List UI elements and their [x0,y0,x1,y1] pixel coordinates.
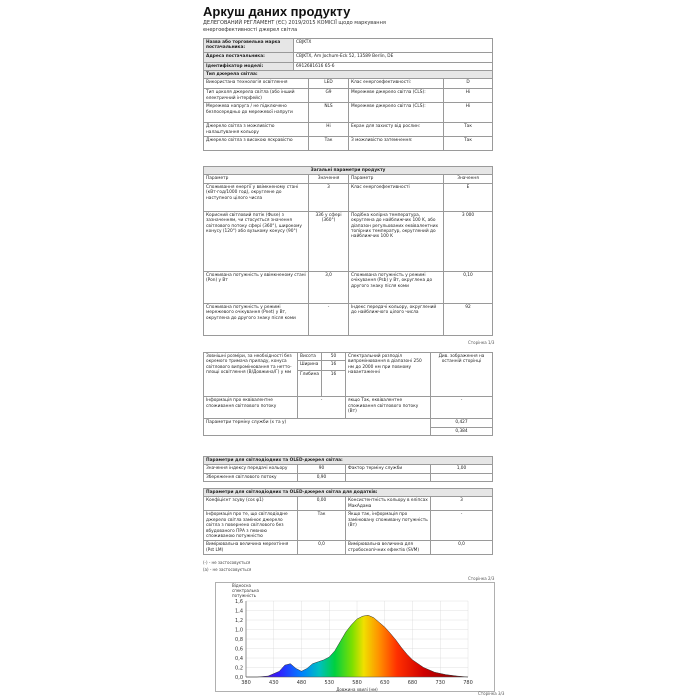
cell: Джерело світла з можливістю налаштування кольору [204,123,309,137]
cell: 3,0 [309,271,349,303]
cell: Тип цоколя джерела світла (або інший електричний інтерфейс) [204,89,309,103]
led-params-table [203,456,493,482]
regulation-text: ДЕЛЕГОВАНИЙ РЕГЛАМЕНТ (ЄС) 2019/2015 КОМІСІЇ щодо маркування енергоефективності джерел світла [203,20,386,33]
cell: Споживана потужність у ввімкненому стані (Pon) у Вт [204,271,309,303]
column-header: Параметр [204,175,309,183]
address-label: Адреса постачальника: [204,52,294,62]
table-row [204,419,493,427]
cell: Індекс передачі кольору, округлений до найближчого цілого числа [349,303,444,335]
cell: 16 [322,361,346,371]
table-row [204,211,493,271]
spectrum-area [246,615,468,677]
page-title: Аркуш даних продукту [203,4,351,19]
cell: Так [444,123,493,137]
cell: Мережева напруга / не підключено безпосередньо до мережевої напруги [204,103,309,123]
x-tick-label: 630 [379,680,390,686]
cell: Інформація про еквівалентне споживання світлового потоку [204,397,298,419]
cell: Корисний світловий потік (Φuse) з зазначенням, чи стосується значення світлового потоку сфері (360°), широкому конусу (120°) або вузькому конусу (90°) [204,211,309,271]
cell: Клас енергоефективності: [349,79,444,89]
table-row [204,52,493,62]
cell: Зовнішні розміри, за необхідності без окремого тримача приладу, конуса світлового випромінювання та нетто-площі освітлення (В/Довжина/Г) у мм [204,353,298,397]
x-tick-label: 680 [407,680,418,686]
light-type-table [203,70,493,151]
y-axis-label: потужність [232,593,256,598]
column-header: Значення [309,175,349,183]
cell: 1,00 [431,465,493,473]
model-value: 6912681616 65-6 [294,62,493,72]
supplier-table [203,38,493,73]
cell [431,473,493,481]
cell: Фактор терміну служби [346,465,431,473]
cell: Параметри терміну служби (x та y) [204,419,431,436]
x-tick-label: 380 [241,680,251,686]
cell: Глибина [298,371,322,397]
x-tick-label: 530 [324,680,335,686]
cell: 0,00 [298,497,346,511]
cell [346,473,431,481]
table-row [204,39,493,53]
supplier-label: Назва або торговельна марка постачальника: [204,39,294,53]
cell: 50 [322,353,346,361]
table-row [204,353,493,361]
address-value: CBJKTX, Am Jochum-Eck 52, 13589 Berlin, DE [294,52,493,62]
cell: Висота [298,353,322,361]
cell: Клас енергоефективності [349,183,444,211]
cell: 0,0 [298,541,346,555]
y-tick-label: 0,8 [235,636,243,643]
x-tick-label: 430 [268,680,279,686]
y-tick-label: 0,0 [235,674,243,681]
x-tick-label: 730 [435,680,446,686]
cell: Консистентність кольору в еліпсах МакАдама [346,497,431,511]
model-label: Ідентифікатор моделі: [204,62,294,72]
mains-params-header: Параметри для світлодіодних та OLED-джерел світла для додатків: [204,489,493,497]
cell: NLS [309,103,349,123]
cell: Спектральний розподіл випромінювання в діапазоні 250 нм до 2000 нм при повному навантаженні [346,353,431,397]
cell: Подібна колірна температура, округлена до найближчих 100 K, або діапазон регульованих еквівалентних топірних температур, округлений до найближчих 100 K [349,211,444,271]
cell: - [431,511,493,541]
cell: 90 [298,465,346,473]
x-tick-label: 480 [296,680,307,686]
cell: Мережеве джерело світла (CLS): [349,89,444,103]
table-row [204,497,493,511]
page-number: Сторінка 2/3 [468,576,495,581]
table-row [204,137,493,151]
y-tick-label: 1,6 [235,598,243,605]
table-row [204,511,493,541]
x-tick-label: 580 [352,680,362,686]
cell: Споживана потужність у режимі очікування (Psb) у Вт, округлена до другого знаку після коми [349,271,444,303]
x-axis-label: Довжина хвилі (нм) [336,687,378,692]
cell: Джерело світла з високою яскравістю [204,137,309,151]
cell: 0,427 [431,419,493,427]
table-row [204,465,493,473]
y-tick-label: 0,6 [235,646,243,653]
cell: - [309,303,349,335]
cell: Вимірювальна величина для стробоскопічних ефектів (SVM) [346,541,431,555]
general-params-header: Загальні параметри продукту [204,167,493,175]
led-params-header: Параметри для світлодіодних та OLED-джерел світла: [204,457,493,465]
cell: LED [309,79,349,89]
cell: Так [298,511,346,541]
y-tick-label: 1,0 [235,627,243,634]
table-row [204,303,493,335]
supplier-value: CBJKTX [294,39,493,53]
cell: - [431,397,493,419]
column-header: Значення [444,175,493,183]
y-tick-label: 0,4 [235,655,243,662]
cell: 92 [444,303,493,335]
cell: Інформація про те, що світлодіодне джерело світла замінює джерело світла з повернено світлового без вбудованого ПРА з певною споживаною потужністю [204,511,298,541]
cell: якщо Так, еквівалентне споживання світлового потоку (Вт) [346,397,431,419]
table-row [204,541,493,555]
cell: Споживання енергії у ввімкненому стані (кВт·год/1000 год), округлене до наступного цілого числа [204,183,309,211]
table-row [204,271,493,303]
cell: Використана технологія освітлення [204,79,309,89]
table-row [204,123,493,137]
table-row [204,397,493,419]
mains-params-table [203,488,493,555]
cell: Ширина [298,361,322,371]
cell: Див. зображення на останній сторінці [431,353,493,397]
cell: G9 [309,89,349,103]
general-params-table [203,166,493,336]
cell: - [298,397,346,419]
cell: 3 [431,497,493,511]
page-number: Сторінка 1/3 [468,340,495,345]
cell: Споживана потужність у режимі мережевого очікування (Pnet) у Вт, округлена до другого знаку після коми [204,303,309,335]
cell: Значення індексу передачі кольору [204,465,298,473]
spectrum-svg [216,583,496,693]
cell: 0,10 [444,271,493,303]
cell: Якщо так, інформація про замінювану споживану потужність (Вт) [346,511,431,541]
dimensions-table [203,352,493,436]
cell: Екран для захисту від рослин: [349,123,444,137]
table-row [204,103,493,123]
cell: 3 [309,183,349,211]
cell: Мережеве джерело світла (CLS): [349,103,444,123]
cell: Так [444,137,493,151]
cell: 3 000 [444,211,493,271]
table-row [204,175,493,183]
note-line: (-) - не застосовується [203,560,251,565]
cell: З можливістю затемнення: [349,137,444,151]
cell: 0,90 [298,473,346,481]
x-tick-label: 780 [463,680,473,686]
cell: 0,384 [431,427,493,435]
cell: D [444,79,493,89]
table-row [204,183,493,211]
cell: 16 [322,371,346,397]
cell: Збереження світлового потоку [204,473,298,481]
note-line: (a) - не застосовується [203,567,252,572]
light-type-header: Тип джерела світла: [204,71,493,79]
table-row [204,79,493,89]
table-row [204,473,493,481]
table-row [204,89,493,103]
cell: Коефіцієнт зсуву (cos φ1) [204,497,298,511]
y-tick-label: 0,2 [235,665,243,672]
y-axis-label: Відносна [232,583,251,588]
cell: Ні [309,123,349,137]
page-number: Сторінка 3/3 [478,691,505,696]
column-header: Параметр [349,175,444,183]
cell: Вимірювальна величина мерехтіння (Pst LM) [204,541,298,555]
y-axis-label: спектральна [232,588,259,593]
cell: 0,0 [431,541,493,555]
cell: 336 у сфері (360°) [309,211,349,271]
cell: Так [309,137,349,151]
cell: E [444,183,493,211]
cell: Ні [444,89,493,103]
cell: Ні [444,103,493,123]
y-tick-label: 1,2 [235,617,243,624]
spectrum-chart [215,582,495,692]
y-tick-label: 1,4 [235,608,243,615]
